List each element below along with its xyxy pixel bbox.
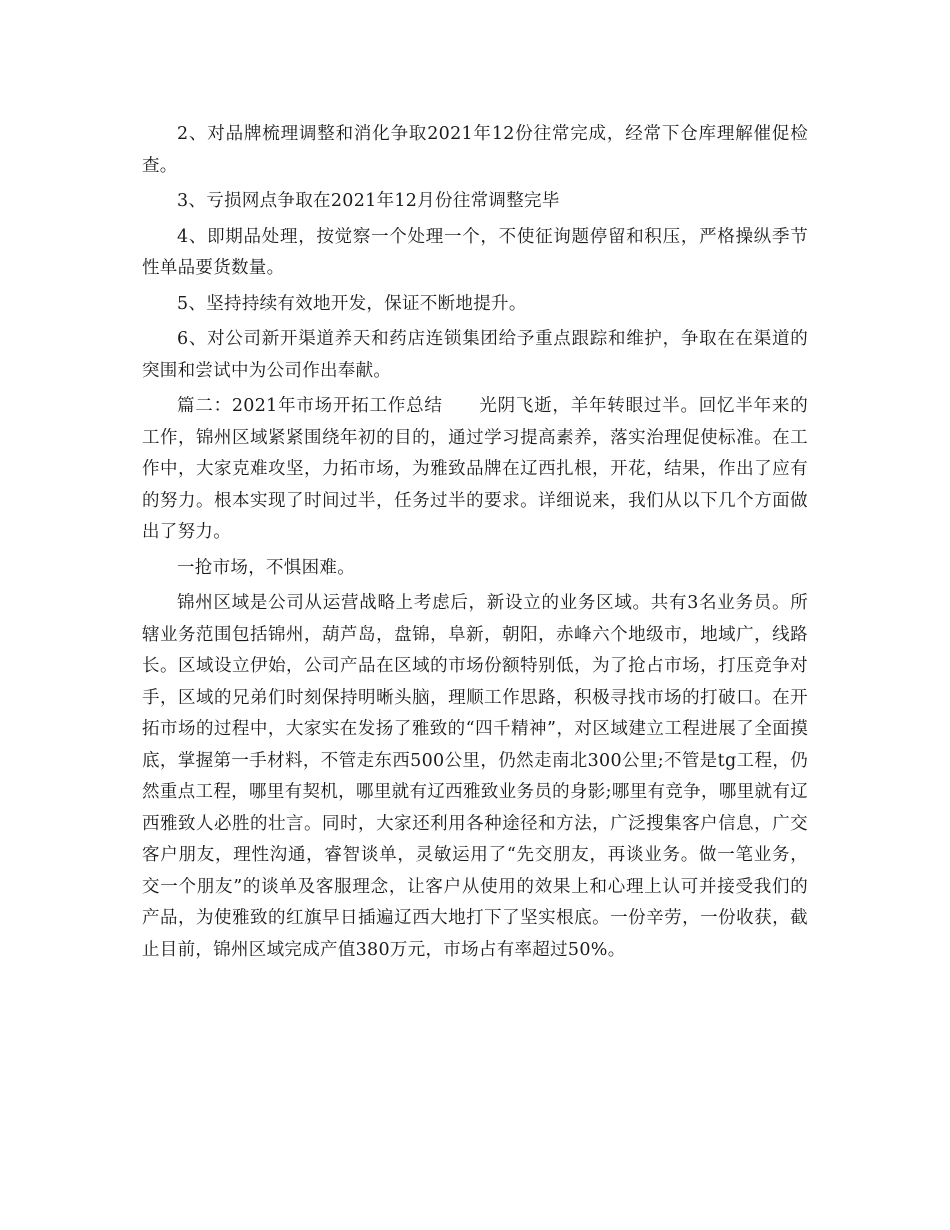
paragraph-chapter-two-intro: 篇二：2021年市场开拓工作总结 光阴飞逝，羊年转眼过半。回忆半年来的工作，锦州区域紧紧围绕年初的目的，通过学习提高素养，落实治理促使标准。在工作中，大家克难攻坚，力拓市场，为雅致品牌在辽西扎根，开花，结果，作出了应有的努力。根本实现了时间过半，任务过半的要求。详细说来，我们从以下几个方面做出了努力。 [142,396,808,542]
paragraph-item-4: 4、即期品处理，按觉察一个处理一个，不使征询题停留和积压，严格操纵季节性单品要货数量。 [142,226,808,278]
section-heading-grab-market: 一抢市场，不惧困难。 [177,557,355,578]
paragraph-jinzhou-region: 锦州区域是公司从运营战略上考虑后，新设立的业务区域。共有3名业务员。所辖业务范围包括锦州，葫芦岛，盘锦，阜新，朝阳，赤峰六个地级市，地域广，线路长。区域设立伊始，公司产品在区域的市场份额特别低，为了抢占市场，打压竞争对手，区域的兄弟们时刻保持明晰头脑，理顺工作思路，积极寻找市场的打破口。在开拓市场的过程中，大家实在发扬了雅致的“四千精神”，对区域建立工程进展了全面摸底，掌握第一手材料，不管走东西500公里，仍然走南北300公里;不管是tg工程，仍然重点工程，哪里有契机，哪里就有辽西雅致业务员的身影;哪里有竞争，哪里就有辽西雅致人必胜的壮言。同时，大家还利用各种途径和方法，广泛搜集客户信息，广交客户朋友，理性沟通，睿智谈单，灵敏运用了“先交朋友，再谈业务。做一笔业务，交一个朋友”的谈单及客服理念，让客户从使用的效果上和心理上认可并接受我们的产品，为使雅致的红旗早日插遍辽西大地打下了坚实根底。一份辛劳，一份收获，截止目前，锦州区域完成产值380万元，市场占有率超过50%。 [142,593,808,960]
paragraph-item-3: 3、亏损网点争取在2021年12月份往常调整完毕 [177,191,560,211]
paragraph-item-2: 2、对品牌梳理调整和消化争取2021年12份往常完成，经常下仓库理解催促检查。 [142,124,808,176]
paragraph-item-5: 5、坚持持续有效地开发，保证不断地提升。 [177,293,527,314]
paragraph-item-6: 6、对公司新开渠道养天和药店连锁集团给予重点跟踪和维护，争取在在渠道的突围和尝试中为公司作出奉献。 [142,329,808,381]
document-body [142,119,808,970]
